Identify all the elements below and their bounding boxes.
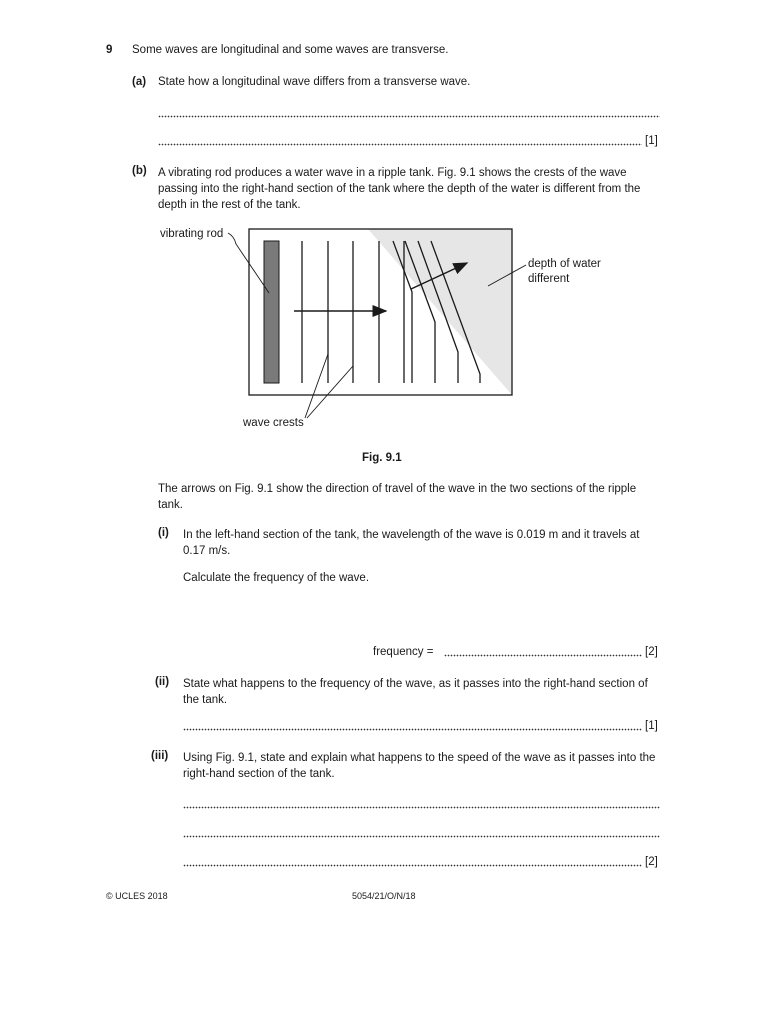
part-a-marks: [1] bbox=[645, 135, 658, 147]
part-iii-text: Using Fig. 9.1, state and explain what happens to the speed of the wave as it passes into the right-hand section of the tank. bbox=[183, 752, 656, 780]
answer-line[interactable] bbox=[183, 797, 660, 809]
part-ii-label: (ii) bbox=[155, 676, 170, 688]
footer-paper-code: 5054/21/O/N/18 bbox=[352, 891, 416, 901]
part-a-label: (a) bbox=[132, 76, 147, 88]
label-vibrating-rod: vibrating rod bbox=[160, 228, 224, 240]
answer-line[interactable] bbox=[183, 855, 642, 867]
part-i-marks: [2] bbox=[645, 646, 658, 658]
vibrating-rod bbox=[264, 241, 279, 383]
part-ii-marks: [1] bbox=[645, 720, 658, 732]
answer-line[interactable] bbox=[183, 826, 660, 838]
frequency-label: frequency = bbox=[373, 646, 434, 658]
part-ii-text: State what happens to the frequency of the wave, as it passes into the right-hand section of the tank. bbox=[183, 678, 648, 706]
part-i-instruction: Calculate the frequency of the wave. bbox=[183, 572, 370, 584]
crests-leader-line bbox=[305, 354, 328, 418]
part-iii-marks: [2] bbox=[645, 856, 658, 868]
different-depth-region bbox=[368, 229, 512, 395]
part-a-text: State how a longitudinal wave differs from a transverse wave. bbox=[158, 76, 471, 88]
question-number: 9 bbox=[106, 44, 113, 56]
figure-caption: Fig. 9.1 bbox=[362, 452, 402, 464]
label-depth-line2: different bbox=[528, 273, 570, 285]
part-iii-label: (iii) bbox=[151, 750, 169, 762]
frequency-answer-line[interactable] bbox=[444, 645, 642, 657]
answer-line[interactable] bbox=[183, 719, 642, 731]
part-i-text: In the left-hand section of the tank, the wavelength of the wave is 0.019 m and it travels at 0.17 m/s. bbox=[183, 529, 640, 557]
part-b-text: A vibrating rod produces a water wave in a ripple tank. Fig. 9.1 shows the crests of the wave passing into the right-hand section of the tank where the depth of the water is different from the depth in the rest of the tank. bbox=[158, 167, 641, 211]
arrows-explanation: The arrows on Fig. 9.1 show the direction of travel of the wave in the two sections of the ripple tank. bbox=[158, 483, 637, 511]
part-b-label: (b) bbox=[132, 165, 147, 177]
part-i-label: (i) bbox=[158, 527, 169, 539]
question-intro: Some waves are longitudinal and some waves are transverse. bbox=[132, 44, 449, 56]
label-wave-crests: wave crests bbox=[243, 417, 304, 429]
footer-copyright: © UCLES 2018 bbox=[106, 891, 168, 901]
label-depth-line1: depth of water bbox=[528, 258, 601, 270]
